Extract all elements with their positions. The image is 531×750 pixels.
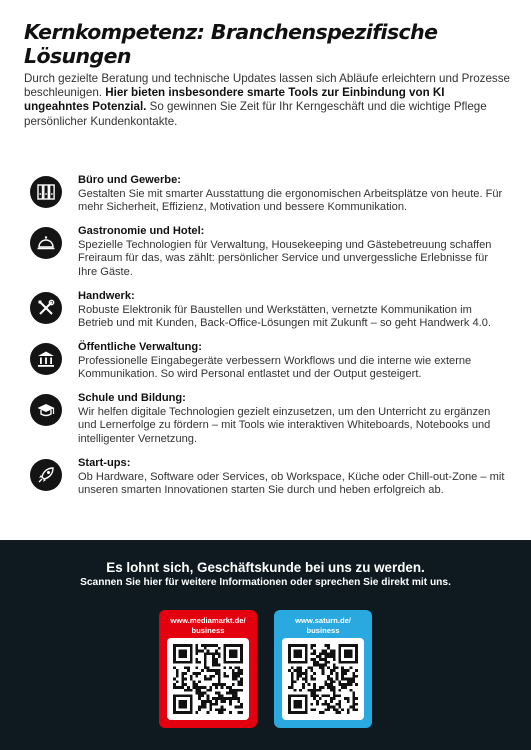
qr-url-label (159, 616, 257, 635)
sector-gastronomy (30, 225, 510, 278)
binders-icon (30, 176, 62, 208)
sector-text: Spezielle Technologien für Verwaltung, Housekeeping und Gästebetreuung schaffen Freiraum für das, was zählt: persönlicher Service und unvergessliche Erlebnisse für Ihre Gäste. (78, 238, 492, 278)
sector-crafts (30, 290, 510, 330)
qr-url-label (274, 616, 372, 635)
intro-text-2: So gewinnen Sie Zeit für Ihr Kerngeschäft und die wichtige Pflege persönlicher Kundenkontakte. (24, 100, 487, 128)
sector-text: Ob Hardware, Software oder Services, ob Workspace, Küche oder Chill-out-Zone – mit unseren smarten Innovationen starten Sie durch und heben erfolgreich ab. (78, 470, 505, 497)
government-building-icon (30, 343, 62, 375)
rocket-icon (30, 459, 62, 491)
qr-code[interactable] (282, 638, 364, 720)
qr-url-line2: business (191, 625, 225, 635)
sector-text: Gestalten Sie mit smarter Ausstattung die ergonomischen Arbeitsplätze von heute. Für mehr Sicherheit, Effizienz, Motivation und bessere Kommunikation. (78, 187, 503, 214)
qr-code[interactable] (167, 638, 249, 720)
graduation-cap-icon (30, 394, 62, 426)
footer-banner (0, 540, 531, 750)
footer-headline: Es lohnt sich, Geschäftskunde bei uns zu werden. (106, 560, 425, 575)
cloche-icon (30, 227, 62, 259)
qr-card-saturn[interactable] (274, 610, 372, 728)
sector-office (30, 174, 510, 214)
intro-highlight: Hier bieten insbesondere smarte Tools zur Einbindung von KI ungeahntes Potenzial. (24, 86, 445, 114)
footer-subline: Scannen Sie hier für weitere Informationen oder sprechen Sie direkt mit uns. (80, 577, 451, 588)
sector-text: Professionelle Eingabegeräte verbessern Workflows und die interne wie externe Kommunikation. So wird Personal entlastet und der Output gesteigert. (78, 354, 472, 381)
sector-text: Wir helfen digitale Technologien gezielt einzusetzen, um den Unterricht zu ergänzen und Lernerfolge zu fördern – mit Tools wie interaktiven Whiteboards, Notebooks und intelligenter Vernetzung. (78, 405, 491, 445)
intro-text-1: Durch gezielte Beratung und technische Updates lassen sich Abläufe erleichtern und Prozesse beschleunigen. (24, 72, 510, 100)
sector-education (30, 392, 510, 445)
qr-url-line2: business (306, 625, 340, 635)
sector-title: Start-ups: (78, 457, 131, 469)
page-title: Kernkompetenz: Branchenspezifische Lösungen (24, 20, 438, 68)
sector-title: Öffentliche Verwaltung: (78, 341, 202, 353)
sector-startups (30, 457, 510, 497)
qr-url-line1: www.mediamarkt.de/ (170, 616, 246, 625)
sector-title: Gastronomie und Hotel: (78, 225, 205, 237)
intro-paragraph (24, 72, 510, 129)
sector-title: Handwerk: (78, 290, 135, 302)
qr-card-mediamarkt[interactable] (159, 610, 257, 728)
qr-url-line1: www.saturn.de/ (295, 616, 351, 625)
tools-icon (30, 292, 62, 324)
sector-text: Robuste Elektronik für Baustellen und Werkstätten, vernetzte Kommunikation im Betrieb und mit Kunden, Back-Office-Lösungen mit Zukunft – so geht Handwerk 4.0. (78, 303, 491, 330)
sector-public-administration (30, 341, 510, 381)
sector-title: Büro und Gewerbe: (78, 174, 181, 186)
sector-title: Schule und Bildung: (78, 392, 186, 404)
